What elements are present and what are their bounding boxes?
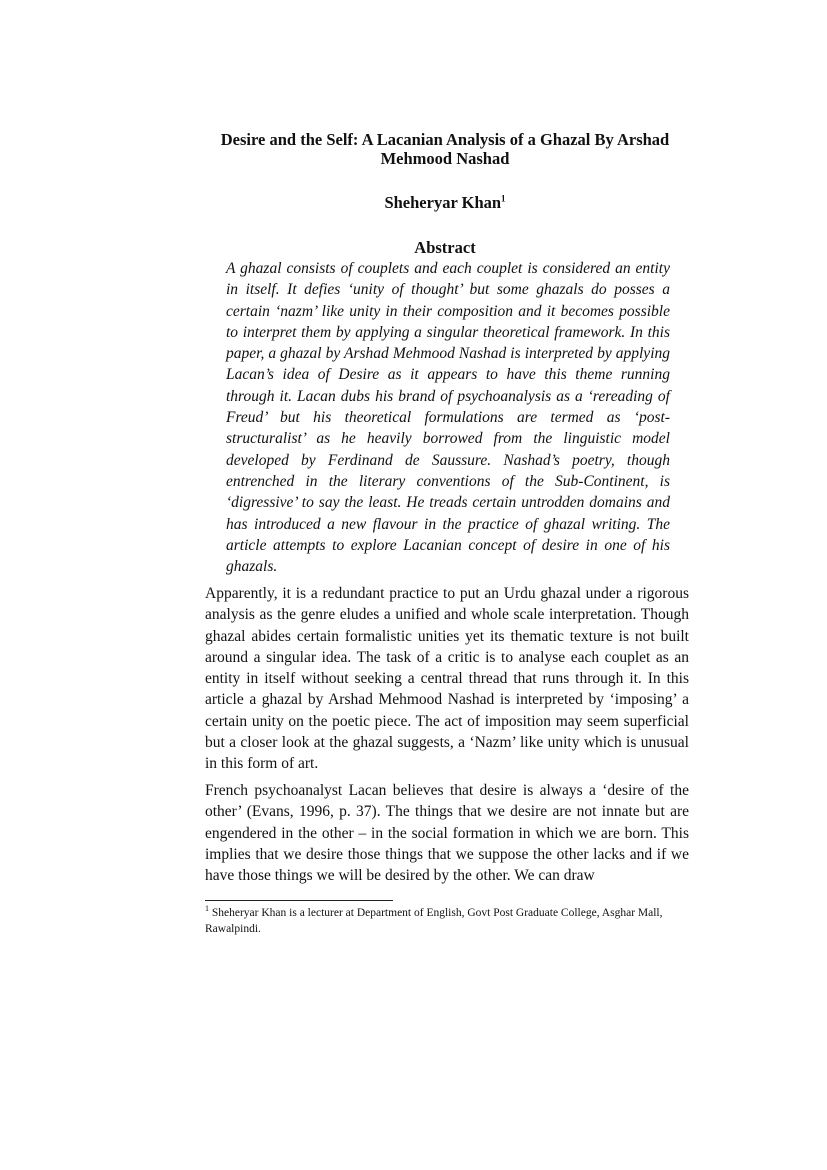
abstract-text: A ghazal consists of couplets and each couplet is considered an entity in itself. It defies ‘unity of thought’ but some ghazals do posses a certain ‘nazm’ like unity in their composition and it becomes possible to interpret them by applying a singular theoretical framework. In this paper, a ghazal by Arshad Mehmood Nashad is interpreted by applying Lacan’s idea of Desire as it appears to have this theme running through it. Lacan dubs his brand of psychoanalysis as a ‘rereading of Freud’ but his theoretical formulations are termed as ‘post-structuralist’ as he heavily borrowed from the linguistic model developed by Ferdinand de Saussure. Nashad’s poetry, though entrenched in the literary conventions of the Sub-Continent, is ‘digressive’ to say the least. He treads certain untrodden domains and has introduced a new flavour in the practice of ghazal writing. The article attempts to explore Lacanian concept of desire in one of his ghazals.: [226, 260, 670, 576]
author-name: Sheheryar Khan: [384, 193, 502, 212]
author-line: [190, 193, 700, 212]
body-paragraph-2: French psychoanalyst Lacan believes that desire is always a ‘desire of the other’ (Evans, 1996, p. 37). The things that we desire are not innate but are engendered in the other – in the social formation in which we are born. This implies that we desire those things that we suppose the other lacks and if we have those things we will be desired by the other. We can draw: [205, 782, 689, 885]
footnote-divider: [205, 900, 393, 901]
footnote-marker: 1: [205, 904, 209, 914]
footnote-text: Sheheryar Khan is a lecturer at Department of English, Govt Post Graduate College, Asghar Mall, Rawalpindi.: [205, 907, 663, 935]
footnote: [205, 906, 689, 937]
paper-title: Desire and the Self: A Lacanian Analysis of a Ghazal By Arshad Mehmood Nashad: [220, 130, 670, 168]
body-paragraph-1: Apparently, it is a redundant practice to put an Urdu ghazal under a rigorous analysis as the genre eludes a unified and whole scale interpretation. Though ghazal abides certain formalistic unities yet its thematic texture is not built around a singular idea. The task of a critic is to analyse each couplet as an entity in itself without seeking a central thread that runs through it. In this article a ghazal by Arshad Mehmood Nashad is interpreted by ‘imposing’ a certain unity on the poetic piece. The act of imposition may seem superficial but a closer look at the ghazal suggests, a ‘Nazm’ like unity which is unusual in this form of art.: [205, 585, 689, 773]
abstract-heading: Abstract: [414, 238, 476, 257]
footnote-reference: 1: [501, 193, 506, 204]
